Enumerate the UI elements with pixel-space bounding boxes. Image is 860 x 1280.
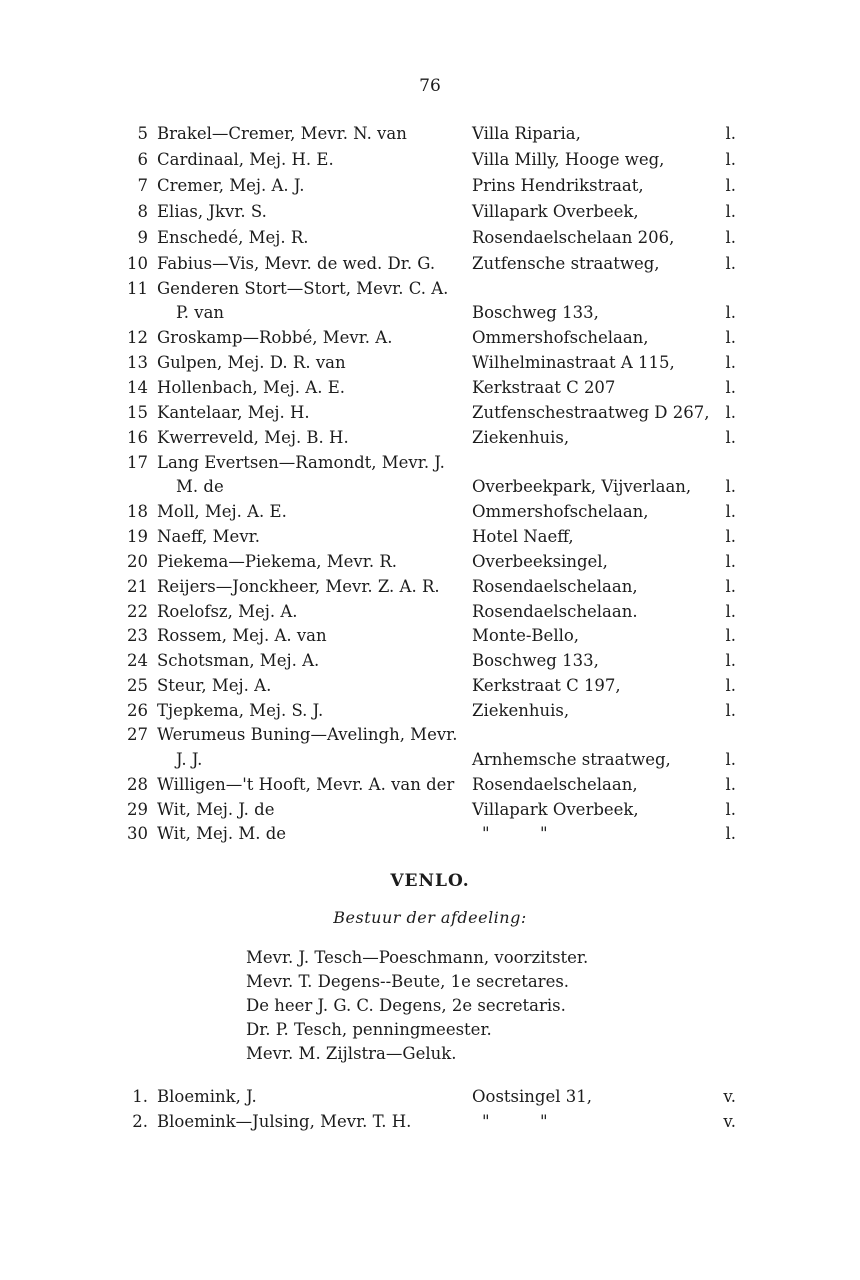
entry-address: Zutfensche straatweg, xyxy=(472,254,660,273)
entry-name: Cremer, Mej. A. J. xyxy=(157,176,305,195)
ditto-mark: " xyxy=(540,824,548,843)
entry-number: 1. xyxy=(132,1087,148,1106)
entry-address: Villapark Overbeek, xyxy=(472,202,639,221)
entry-number: 19 xyxy=(127,527,148,546)
entry-name-continued: M. de xyxy=(176,477,224,496)
entry-name: Groskamp—Robbé, Mevr. A. xyxy=(157,328,393,347)
entry-name: Steur, Mej. A. xyxy=(157,676,272,695)
entry-name: Moll, Mej. A. E. xyxy=(157,502,287,521)
entry-address: Villapark Overbeek, xyxy=(472,800,639,819)
entry-number: 24 xyxy=(127,651,148,670)
entry-address: Boschweg 133, xyxy=(472,651,599,670)
entry-number: 13 xyxy=(127,353,148,372)
entry-name: Lang Evertsen—Ramondt, Mevr. J. xyxy=(157,453,445,472)
entry-address: Kerkstraat C 197, xyxy=(472,676,621,695)
entry-suffix: l. xyxy=(725,527,736,546)
entry-suffix: l. xyxy=(725,775,736,794)
page-number: 76 xyxy=(419,76,441,96)
board-member: Mevr. T. Degens--Beute, 1e secretares. xyxy=(246,972,570,991)
entry-address: Ommershofschelaan, xyxy=(472,328,649,347)
ditto-mark: " xyxy=(482,824,490,843)
entry-suffix: l. xyxy=(725,228,736,247)
entry-suffix: v. xyxy=(723,1112,736,1131)
entry-name: Reijers—Jonckheer, Mevr. Z. A. R. xyxy=(157,577,440,596)
entry-address: Rosendaelschelaan, xyxy=(472,775,638,794)
entry-suffix: l. xyxy=(725,552,736,571)
entry-name: Willigen—'t Hooft, Mevr. A. van der xyxy=(157,775,455,794)
entry-suffix: l. xyxy=(725,577,736,596)
entry-name: Wit, Mej. M. de xyxy=(157,824,287,843)
list-item xyxy=(0,648,860,674)
board-member: Mevr. M. Zijlstra—Geluk. xyxy=(246,1044,457,1063)
entry-name: Roelofsz, Mej. A. xyxy=(157,602,298,621)
entry-address: Villa Riparia, xyxy=(472,124,581,143)
entry-name: Piekema—Piekema, Mevr. R. xyxy=(157,552,397,571)
entry-number: 7 xyxy=(137,176,148,195)
entry-suffix: l. xyxy=(725,428,736,447)
entry-suffix: l. xyxy=(725,353,736,372)
board-member: De heer J. G. C. Degens, 2e secretaris. xyxy=(246,996,566,1015)
entry-suffix: l. xyxy=(725,800,736,819)
section-subtitle: Bestuur der afdeeling: xyxy=(333,908,527,927)
list-item xyxy=(0,425,860,451)
entry-name: Rossem, Mej. A. van xyxy=(157,626,327,645)
entry-number: 17 xyxy=(127,453,148,472)
list-item xyxy=(0,276,860,302)
list-item-continuation xyxy=(0,747,860,773)
entry-suffix: l. xyxy=(725,676,736,695)
entry-number: 5 xyxy=(137,124,148,143)
list-item xyxy=(0,400,860,426)
entry-address: Rosendaelschelaan, xyxy=(472,577,638,596)
entry-suffix: l. xyxy=(725,254,736,273)
board-member: Dr. P. Tesch, penningmeester. xyxy=(246,1020,492,1039)
entry-number: 8 xyxy=(137,202,148,221)
entry-address: Zutfenschestraatweg D 267, xyxy=(472,403,710,422)
entry-name: Brakel—Cremer, Mevr. N. van xyxy=(157,124,407,143)
list-item xyxy=(0,199,860,225)
entry-name: Schotsman, Mej. A. xyxy=(157,651,320,670)
entry-suffix: l. xyxy=(725,328,736,347)
entry-address: Villa Milly, Hooge weg, xyxy=(472,150,665,169)
entry-address-ditto xyxy=(482,1109,598,1135)
entry-name: Wit, Mej. J. de xyxy=(157,800,275,819)
entry-address: Ommershofschelaan, xyxy=(472,502,649,521)
list-item xyxy=(0,1109,860,1135)
entry-suffix: l. xyxy=(725,176,736,195)
entry-suffix: l. xyxy=(725,824,736,843)
list-item xyxy=(0,524,860,550)
list-item xyxy=(0,1084,860,1110)
entry-name: Hollenbach, Mej. A. E. xyxy=(157,378,345,397)
entry-name-continued: J. J. xyxy=(176,750,203,769)
entry-name: Tjepkema, Mej. S. J. xyxy=(157,701,324,720)
entry-number: 21 xyxy=(127,577,148,596)
entry-name: Enschedé, Mej. R. xyxy=(157,228,309,247)
list-item-continuation xyxy=(0,474,860,500)
entry-suffix: l. xyxy=(725,124,736,143)
entry-name: Naeff, Mevr. xyxy=(157,527,260,546)
list-item xyxy=(0,121,860,147)
entry-address: Boschweg 133, xyxy=(472,303,599,322)
list-item xyxy=(0,350,860,376)
list-item xyxy=(0,499,860,525)
list-item xyxy=(0,797,860,823)
entry-number: 6 xyxy=(137,150,148,169)
list-item xyxy=(0,772,860,798)
entry-number: 23 xyxy=(127,626,148,645)
entry-number: 11 xyxy=(127,279,148,298)
entry-suffix: l. xyxy=(725,502,736,521)
entry-address: Overbeeksingel, xyxy=(472,552,608,571)
list-item xyxy=(0,251,860,277)
entry-address: Monte-Bello, xyxy=(472,626,580,645)
board-member: Mevr. J. Tesch—Poeschmann, voorzitster. xyxy=(246,948,589,967)
entry-number: 20 xyxy=(127,552,148,571)
entry-number: 28 xyxy=(127,775,148,794)
entry-address: Arnhemsche straatweg, xyxy=(472,750,671,769)
entry-address: Kerkstraat C 207 xyxy=(472,378,616,397)
list-item xyxy=(0,574,860,600)
list-item xyxy=(0,450,860,476)
ditto-mark: " xyxy=(540,1112,548,1131)
entry-address: Ziekenhuis, xyxy=(472,701,570,720)
entry-suffix: l. xyxy=(725,303,736,322)
entry-number: 15 xyxy=(127,403,148,422)
entry-address: Prins Hendrikstraat, xyxy=(472,176,644,195)
entry-number: 14 xyxy=(127,378,148,397)
list-item xyxy=(0,673,860,699)
list-item xyxy=(0,549,860,575)
entry-address: Wilhelminastraat A 115, xyxy=(472,353,675,372)
entry-name: Kwerreveld, Mej. B. H. xyxy=(157,428,349,447)
entry-number: 18 xyxy=(127,502,148,521)
list-item xyxy=(0,147,860,173)
entry-number: 10 xyxy=(127,254,148,273)
entry-address: Overbeekpark, Vijverlaan, xyxy=(472,477,692,496)
list-item xyxy=(0,599,860,625)
entry-name: Werumeus Buning—Avelingh, Mevr. xyxy=(157,725,458,744)
entry-number: 25 xyxy=(127,676,148,695)
entry-number: 27 xyxy=(127,725,148,744)
entry-suffix: l. xyxy=(725,626,736,645)
list-item xyxy=(0,623,860,649)
list-item xyxy=(0,225,860,251)
entry-address: Ziekenhuis, xyxy=(472,428,570,447)
entry-suffix: l. xyxy=(725,477,736,496)
list-item-continuation xyxy=(0,300,860,326)
list-item xyxy=(0,821,860,847)
entry-address: Rosendaelschelaan 206, xyxy=(472,228,675,247)
ditto-mark: " xyxy=(482,1112,490,1131)
list-item xyxy=(0,722,860,748)
list-item xyxy=(0,173,860,199)
entry-number: 16 xyxy=(127,428,148,447)
section-title: VENLO. xyxy=(390,871,470,891)
entry-address-ditto xyxy=(482,821,598,847)
entry-number: 30 xyxy=(127,824,148,843)
entry-suffix: l. xyxy=(725,150,736,169)
entry-name: Genderen Stort—Stort, Mevr. C. A. xyxy=(157,279,449,298)
list-item xyxy=(0,325,860,351)
entry-name: Elias, Jkvr. S. xyxy=(157,202,267,221)
entry-suffix: l. xyxy=(725,378,736,397)
entry-name: Kantelaar, Mej. H. xyxy=(157,403,310,422)
entry-address: Oostsingel 31, xyxy=(472,1087,593,1106)
entry-number: 12 xyxy=(127,328,148,347)
entry-address: Hotel Naeff, xyxy=(472,527,574,546)
entry-name: Cardinaal, Mej. H. E. xyxy=(157,150,334,169)
entry-suffix: l. xyxy=(725,750,736,769)
entry-number: 2. xyxy=(132,1112,148,1131)
entry-suffix: l. xyxy=(725,651,736,670)
list-item xyxy=(0,698,860,724)
entry-name-continued: P. van xyxy=(176,303,225,322)
entry-name: Fabius—Vis, Mevr. de wed. Dr. G. xyxy=(157,254,436,273)
entry-suffix: l. xyxy=(725,403,736,422)
entry-suffix: v. xyxy=(723,1087,736,1106)
entry-suffix: l. xyxy=(725,701,736,720)
entry-suffix: l. xyxy=(725,602,736,621)
entry-number: 9 xyxy=(137,228,148,247)
entry-number: 22 xyxy=(127,602,148,621)
entry-name: Bloemink—Julsing, Mevr. T. H. xyxy=(157,1112,412,1131)
entry-address: Rosendaelschelaan. xyxy=(472,602,638,621)
entry-number: 26 xyxy=(127,701,148,720)
entry-name: Bloemink, J. xyxy=(157,1087,257,1106)
entry-name: Gulpen, Mej. D. R. van xyxy=(157,353,346,372)
list-item xyxy=(0,375,860,401)
entry-suffix: l. xyxy=(725,202,736,221)
entry-number: 29 xyxy=(127,800,148,819)
